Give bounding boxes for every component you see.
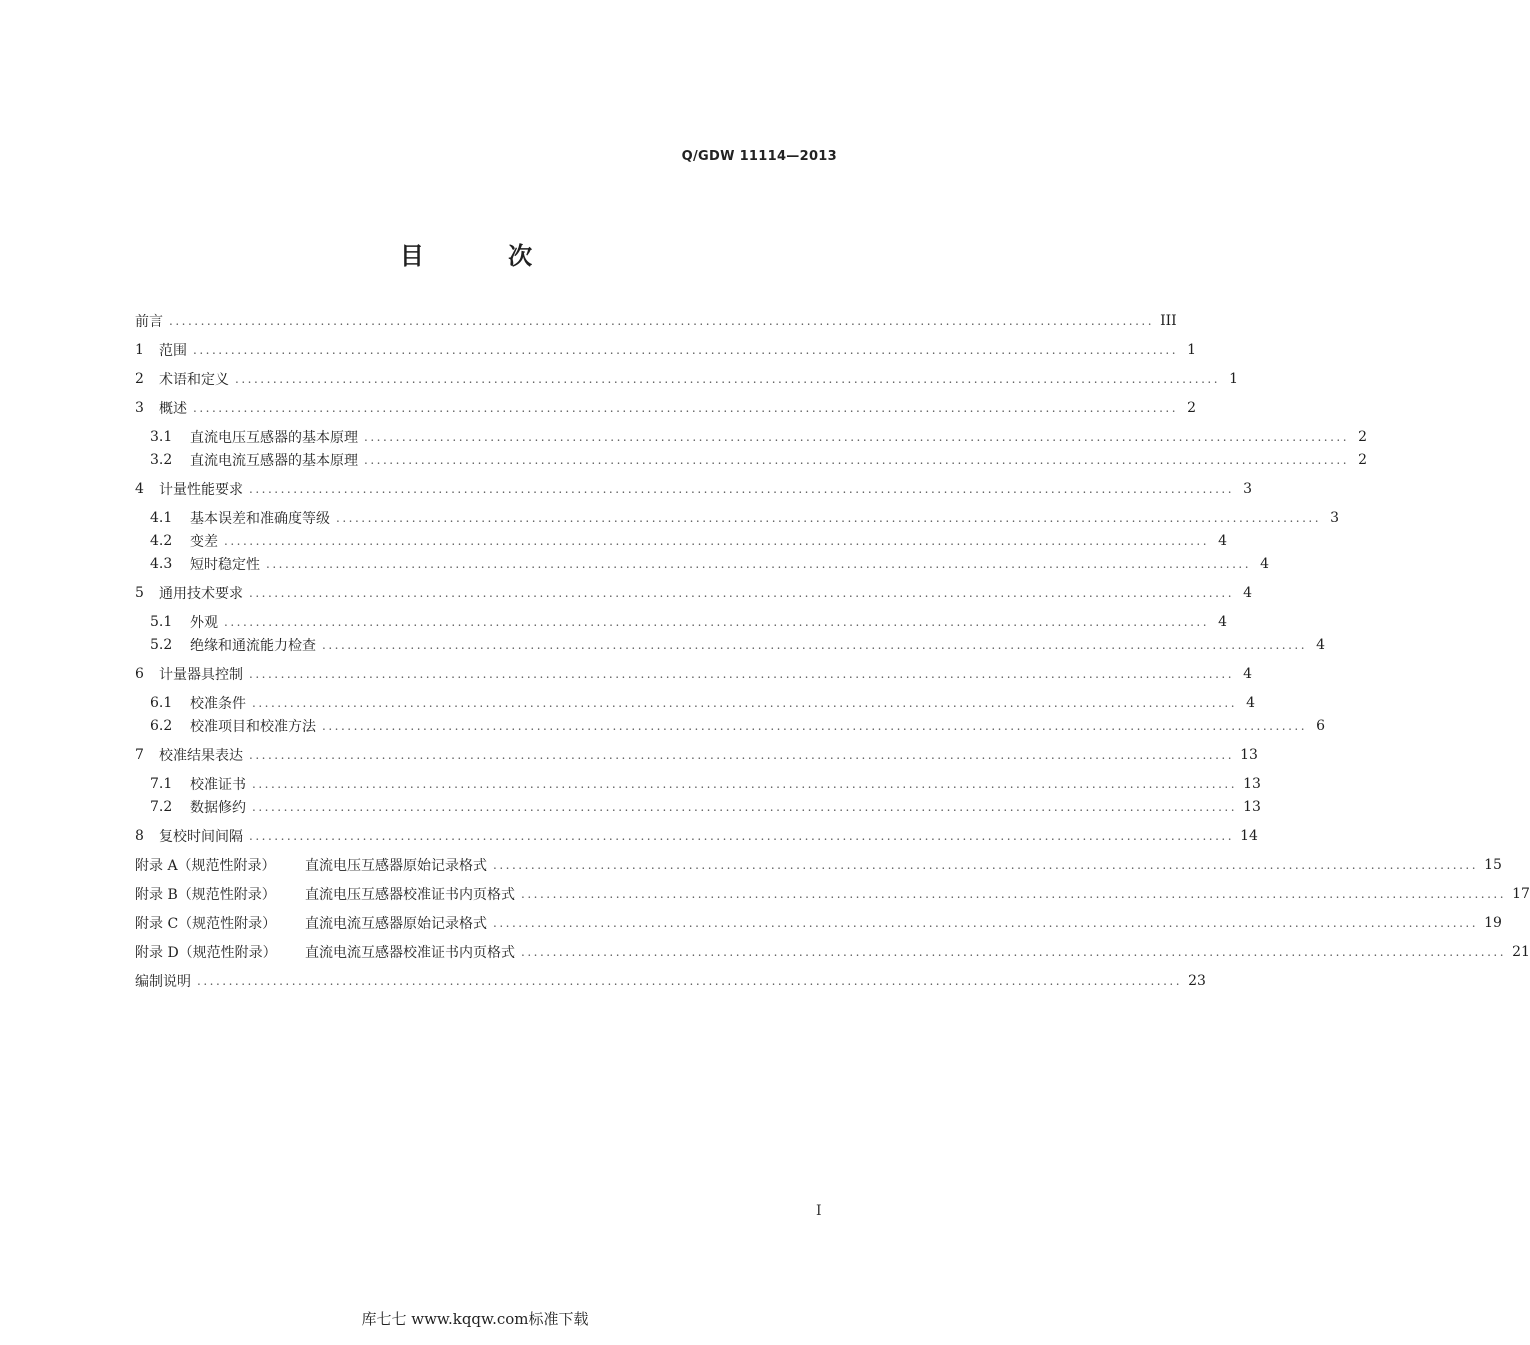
footer-watermark: 库七七 www.kqqw.com标准下载 bbox=[361, 1310, 589, 1328]
toc-entry[interactable] bbox=[135, 774, 1261, 794]
toc-leader-dots: ............................................................................................................................................................ bbox=[193, 343, 1179, 357]
toc-entry-page: 2 bbox=[1358, 452, 1368, 468]
toc-entry-number: 7 bbox=[135, 747, 144, 763]
toc-entry-label: 数据修约 bbox=[190, 800, 246, 816]
toc-entry-number: 6 bbox=[135, 666, 144, 682]
toc-leader-dots: ............................................................................................................................................................ bbox=[249, 586, 1235, 600]
toc-entry[interactable] bbox=[135, 664, 1253, 684]
toc-entry[interactable] bbox=[135, 612, 1228, 632]
toc-entry-page: 3 bbox=[1243, 481, 1253, 497]
toc-entry-page: 13 bbox=[1243, 799, 1261, 815]
toc-entry-page: 4 bbox=[1246, 695, 1256, 711]
toc-entry-label: 外观 bbox=[190, 615, 218, 631]
toc-entry-page: 23 bbox=[1188, 973, 1206, 989]
toc-entry-number: 附录 C（规范性附录） bbox=[135, 916, 277, 932]
toc-entry-page: 14 bbox=[1240, 828, 1258, 844]
toc-leader-dots: ............................................................................................................................................................ bbox=[364, 453, 1350, 467]
toc-entry[interactable] bbox=[135, 826, 1258, 846]
toc-leader-dots: ............................................................................................................................................................ bbox=[252, 800, 1238, 814]
toc-entry-page: 2 bbox=[1187, 400, 1197, 416]
toc-entry-page: 4 bbox=[1218, 533, 1228, 549]
toc-entry-page: 1 bbox=[1229, 371, 1239, 387]
toc-entry-number: 2 bbox=[135, 371, 144, 387]
toc-leader-dots: ............................................................................................................................................................ bbox=[197, 974, 1183, 988]
toc-entry-number: 4 bbox=[135, 481, 144, 497]
toc-entry-page: 19 bbox=[1484, 915, 1502, 931]
page-number: I bbox=[816, 1203, 822, 1219]
toc-entry-page: 21 bbox=[1512, 944, 1530, 960]
toc-leader-dots: ............................................................................................................................................................ bbox=[169, 314, 1155, 328]
toc-entry-label: 直流电流互感器原始记录格式 bbox=[305, 916, 487, 932]
toc-entry-page: 15 bbox=[1484, 857, 1502, 873]
toc-entry-label: 校准条件 bbox=[190, 696, 246, 712]
toc-entry-number: 6.1 bbox=[150, 695, 173, 711]
toc-entry-label: 绝缘和通流能力检查 bbox=[190, 638, 316, 654]
toc-entry-page: 13 bbox=[1243, 776, 1261, 792]
toc-entry-label: 范围 bbox=[159, 343, 187, 359]
toc-entry-number: 5.1 bbox=[150, 614, 173, 630]
toc-entry[interactable] bbox=[135, 427, 1368, 447]
toc-leader-dots: ............................................................................................................................................................ bbox=[521, 945, 1507, 959]
toc-entry-number: 4.1 bbox=[150, 510, 173, 526]
toc-entry[interactable] bbox=[135, 745, 1258, 765]
toc-entry-number: 5.2 bbox=[150, 637, 173, 653]
toc-entry-number: 附录 D（规范性附录） bbox=[135, 945, 277, 961]
toc-entry-number: 附录 B（规范性附录） bbox=[135, 887, 276, 903]
toc-leader-dots: ............................................................................................................................................................ bbox=[521, 887, 1507, 901]
toc-entry-label: 直流电流互感器校准证书内页格式 bbox=[305, 945, 515, 961]
toc-entry-label: 短时稳定性 bbox=[190, 557, 260, 573]
toc-entry[interactable] bbox=[135, 884, 1530, 904]
toc-entry-label: 校准证书 bbox=[190, 777, 246, 793]
toc-entry-number: 6.2 bbox=[150, 718, 173, 734]
toc-entry[interactable] bbox=[135, 583, 1253, 603]
toc-entry[interactable] bbox=[135, 554, 1270, 574]
toc-leader-dots: ............................................................................................................................................................ bbox=[235, 372, 1221, 386]
toc-entry[interactable] bbox=[135, 635, 1326, 655]
toc-entry-page: 4 bbox=[1243, 585, 1253, 601]
toc-entry[interactable] bbox=[135, 942, 1530, 962]
toc-entry-label: 计量性能要求 bbox=[159, 482, 243, 498]
toc-leader-dots: ............................................................................................................................................................ bbox=[193, 401, 1179, 415]
toc-entry[interactable] bbox=[135, 340, 1197, 360]
toc-entry-label: 概述 bbox=[159, 401, 187, 417]
toc-entry-label: 校准结果表达 bbox=[159, 748, 243, 764]
toc-entry-page: 13 bbox=[1240, 747, 1258, 763]
toc-entry-number: 5 bbox=[135, 585, 144, 601]
toc-entry-label: 直流电压互感器的基本原理 bbox=[190, 430, 358, 446]
toc-entry[interactable] bbox=[135, 450, 1368, 470]
toc-leader-dots: ............................................................................................................................................................ bbox=[364, 430, 1350, 444]
toc-entry-number: 7.1 bbox=[150, 776, 173, 792]
toc-entry-label: 复校时间间隔 bbox=[159, 829, 243, 845]
toc-entry[interactable] bbox=[135, 913, 1502, 933]
toc-entry-label: 基本误差和准确度等级 bbox=[190, 511, 330, 527]
toc-entry-label: 前言 bbox=[135, 314, 163, 330]
toc-entry-page: 4 bbox=[1218, 614, 1228, 630]
toc-entry[interactable] bbox=[135, 508, 1340, 528]
toc-entry-page: III bbox=[1160, 313, 1177, 329]
toc-leader-dots: ............................................................................................................................................................ bbox=[249, 748, 1235, 762]
toc-leader-dots: ............................................................................................................................................................ bbox=[249, 667, 1235, 681]
toc-entry-number: 4.2 bbox=[150, 533, 173, 549]
toc-entry-label: 变差 bbox=[190, 534, 218, 550]
toc-entry[interactable] bbox=[135, 855, 1502, 875]
toc-entry-page: 3 bbox=[1330, 510, 1340, 526]
toc-entry-page: 1 bbox=[1187, 342, 1197, 358]
toc-entry-page: 2 bbox=[1358, 429, 1368, 445]
document-code: Q/GDW 11114—2013 bbox=[681, 149, 837, 164]
toc-leader-dots: ............................................................................................................................................................ bbox=[336, 511, 1322, 525]
table-of-contents bbox=[135, 311, 1530, 991]
toc-entry-page: 4 bbox=[1243, 666, 1253, 682]
toc-entry[interactable] bbox=[135, 693, 1256, 713]
toc-leader-dots: ............................................................................................................................................................ bbox=[493, 916, 1479, 930]
toc-leader-dots: ............................................................................................................................................................ bbox=[249, 829, 1235, 843]
page-title: 目 次 bbox=[399, 242, 571, 270]
toc-entry-page: 6 bbox=[1316, 718, 1326, 734]
toc-entry[interactable] bbox=[135, 971, 1206, 991]
toc-entry[interactable] bbox=[135, 716, 1326, 736]
toc-entry-number: 3 bbox=[135, 400, 144, 416]
toc-leader-dots: ............................................................................................................................................................ bbox=[224, 534, 1210, 548]
toc-leader-dots: ............................................................................................................................................................ bbox=[322, 638, 1308, 652]
toc-entry[interactable] bbox=[135, 797, 1261, 817]
toc-leader-dots: ............................................................................................................................................................ bbox=[322, 719, 1308, 733]
toc-entry-label: 校准项目和校准方法 bbox=[190, 719, 316, 735]
toc-entry[interactable] bbox=[135, 479, 1253, 499]
toc-leader-dots: ............................................................................................................................................................ bbox=[266, 557, 1252, 571]
toc-entry[interactable] bbox=[135, 311, 1177, 331]
toc-entry-label: 编制说明 bbox=[135, 974, 191, 990]
toc-leader-dots: ............................................................................................................................................................ bbox=[252, 777, 1238, 791]
toc-entry-number: 7.2 bbox=[150, 799, 173, 815]
toc-entry-number: 1 bbox=[135, 342, 144, 358]
toc-entry-number: 8 bbox=[135, 828, 144, 844]
toc-leader-dots: ............................................................................................................................................................ bbox=[249, 482, 1235, 496]
toc-entry-page: 4 bbox=[1260, 556, 1270, 572]
toc-entry[interactable] bbox=[135, 531, 1228, 551]
toc-entry-number: 3.1 bbox=[150, 429, 173, 445]
toc-entry-label: 通用技术要求 bbox=[159, 586, 243, 602]
toc-entry-label: 直流电流互感器的基本原理 bbox=[190, 453, 358, 469]
toc-entry-label: 直流电压互感器校准证书内页格式 bbox=[305, 887, 515, 903]
toc-entry-number: 4.3 bbox=[150, 556, 173, 572]
toc-entry-page: 4 bbox=[1316, 637, 1326, 653]
toc-entry[interactable] bbox=[135, 398, 1197, 418]
toc-entry-number: 3.2 bbox=[150, 452, 173, 468]
toc-leader-dots: ............................................................................................................................................................ bbox=[252, 696, 1238, 710]
toc-leader-dots: ............................................................................................................................................................ bbox=[493, 858, 1479, 872]
toc-entry-number: 附录 A（规范性附录） bbox=[135, 858, 276, 874]
toc-entry-label: 术语和定义 bbox=[159, 372, 229, 388]
toc-entry-page: 17 bbox=[1512, 886, 1530, 902]
toc-entry-label: 直流电压互感器原始记录格式 bbox=[305, 858, 487, 874]
toc-entry[interactable] bbox=[135, 369, 1239, 389]
toc-leader-dots: ............................................................................................................................................................ bbox=[224, 615, 1210, 629]
toc-entry-label: 计量器具控制 bbox=[159, 667, 243, 683]
